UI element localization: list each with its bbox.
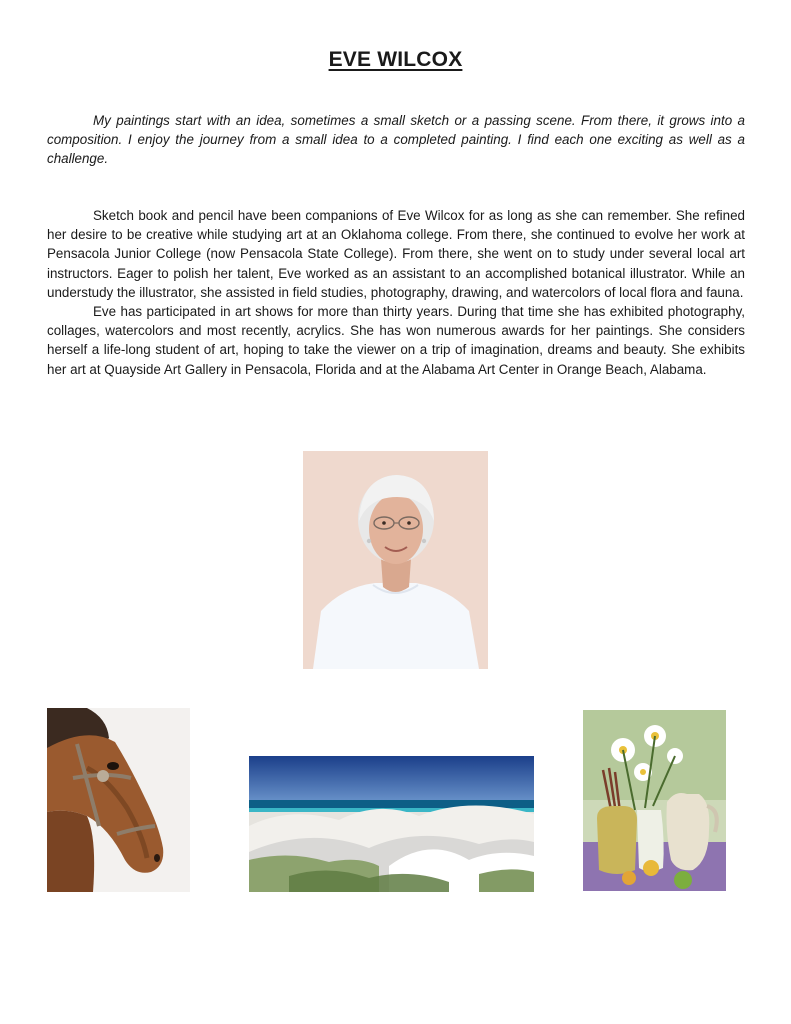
biography-paragraph-1: Sketch book and pencil have been companions of Eve Wilcox for as long as she can remember. She refined her desire to be creative while studying art at an Oklahoma college. From there, she continued to evolve her work at Pensacola Junior College (now Pensacola State College). From there, she went on to study under several local art instructors. Eager to polish her talent, Eve worked as an assistant to an accomplished botanical illustrator. While an understudy the illustrator, she assisted in field studies, photography, drawing, and watercolors of local flora and fauna. <box>47 208 745 300</box>
biography <box>47 206 745 379</box>
horse-painting <box>47 708 190 892</box>
portrait-photo <box>303 451 488 669</box>
artist-statement-text: My paintings start with an idea, sometimes a small sketch or a passing scene. From there, it grows into a composition. I enjoy the journey from a small idea to a completed painting. I find each one exciting as well as a challenge. <box>47 113 745 167</box>
biography-paragraph-2: Eve has participated in art shows for more than thirty years. During that time she has exhibited photography, collages, watercolors and most recently, acrylics. She has won numerous awards for her paintings. She considers herself a life-long student of art, hoping to take the viewer on a trip of imagination, dreams and beauty. She exhibits her art at Quayside Art Gallery in Pensacola, Florida and at the Alabama Art Center in Orange Beach, Alabama. <box>47 304 745 377</box>
artist-statement <box>47 111 745 169</box>
sand-dunes-painting <box>249 756 534 892</box>
still-life-painting <box>583 710 726 891</box>
page-title: EVE WILCOX <box>328 48 463 71</box>
